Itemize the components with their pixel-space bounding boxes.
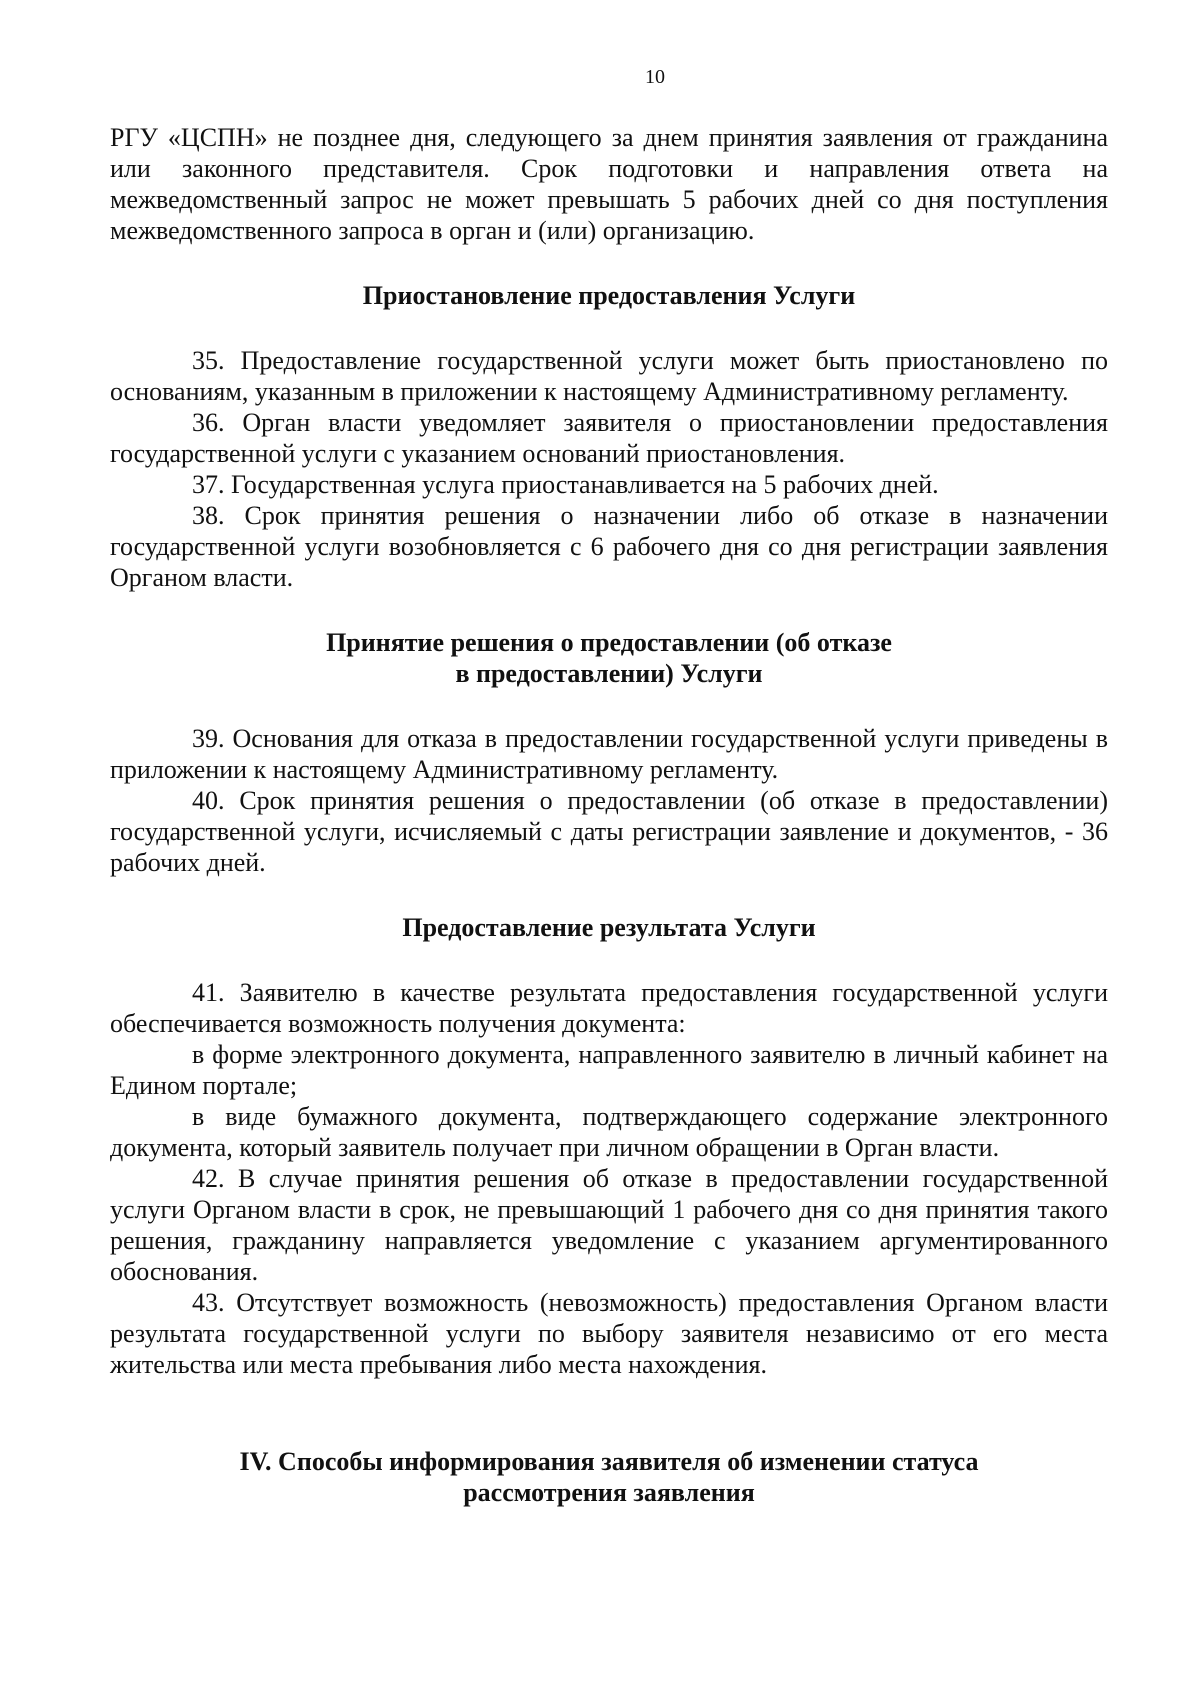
section-heading-decision-line1: Принятие решения о предоставлении (об отказе (326, 628, 892, 657)
section-heading-decision (110, 627, 1108, 689)
paragraph-41: 41. Заявителю в качестве результата предоставления государственной услуги обеспечивается возможность получения документа: (110, 978, 1108, 1038)
section-heading-decision-line2: в предоставлении) Услуги (455, 659, 763, 688)
paragraph-37: 37. Государственная услуга приостанавливается на 5 рабочих дней. (192, 470, 939, 499)
paragraph-36: 36. Орган власти уведомляет заявителя о приостановлении предоставления государственной услуги с указанием оснований приостановления. (110, 408, 1108, 468)
paragraph-39: 39. Основания для отказа в предоставлении государственной услуги приведены в приложении к настоящему Административному регламенту. (110, 724, 1108, 784)
intro-paragraph: РГУ «ЦСПН» не позднее дня, следующего за днем принятия заявления от гражданина или законного представителя. Срок подготовки и направления ответа на межведомственный запрос не может превышать 5 рабочих дней со дня поступления межведомственного запроса в орган и (или) организацию. (110, 123, 1108, 245)
paragraph-35: 35. Предоставление государственной услуги может быть приостановлено по основаниям, указанным в приложении к настоящему Административному регламенту. (110, 346, 1108, 406)
chapter-heading-iv-line1: IV. Способы информирования заявителя об изменении статуса (239, 1447, 979, 1476)
paragraph-40: 40. Срок принятия решения о предоставлении (об отказе в предоставлении) государственной услуги, исчисляемый с даты регистрации заявление и документов, - 36 рабочих дней. (110, 786, 1108, 877)
chapter-heading-iv (110, 1446, 1108, 1508)
chapter-heading-iv-line2: рассмотрения заявления (463, 1478, 755, 1507)
paragraph-41-item-electronic: в форме электронного документа, направленного заявителю в личный кабинет на Едином портале; (110, 1040, 1108, 1100)
document-body (110, 122, 1108, 1508)
paragraph-43: 43. Отсутствует возможность (невозможность) предоставления Органом власти результата государственной услуги по выбору заявителя независимо от его места жительства или места пребывания либо места нахождения. (110, 1288, 1108, 1379)
paragraph-38: 38. Срок принятия решения о назначении либо об отказе в назначении государственной услуги возобновляется с 6 рабочего дня со дня регистрации заявления Органом власти. (110, 501, 1108, 592)
paragraph-41-item-paper: в виде бумажного документа, подтверждающего содержание электронного документа, который заявитель получает при личном обращении в Орган власти. (110, 1102, 1108, 1162)
section-heading-suspension: Приостановление предоставления Услуги (362, 281, 856, 310)
section-heading-result: Предоставление результата Услуги (402, 913, 816, 942)
paragraph-42: 42. В случае принятия решения об отказе в предоставлении государственной услуги Органом власти в срок, не превышающий 1 рабочего дня со дня принятия такого решения, гражданину направляется уведомление с указанием аргументированного обоснования. (110, 1164, 1108, 1286)
page-number: 10 (645, 66, 665, 88)
